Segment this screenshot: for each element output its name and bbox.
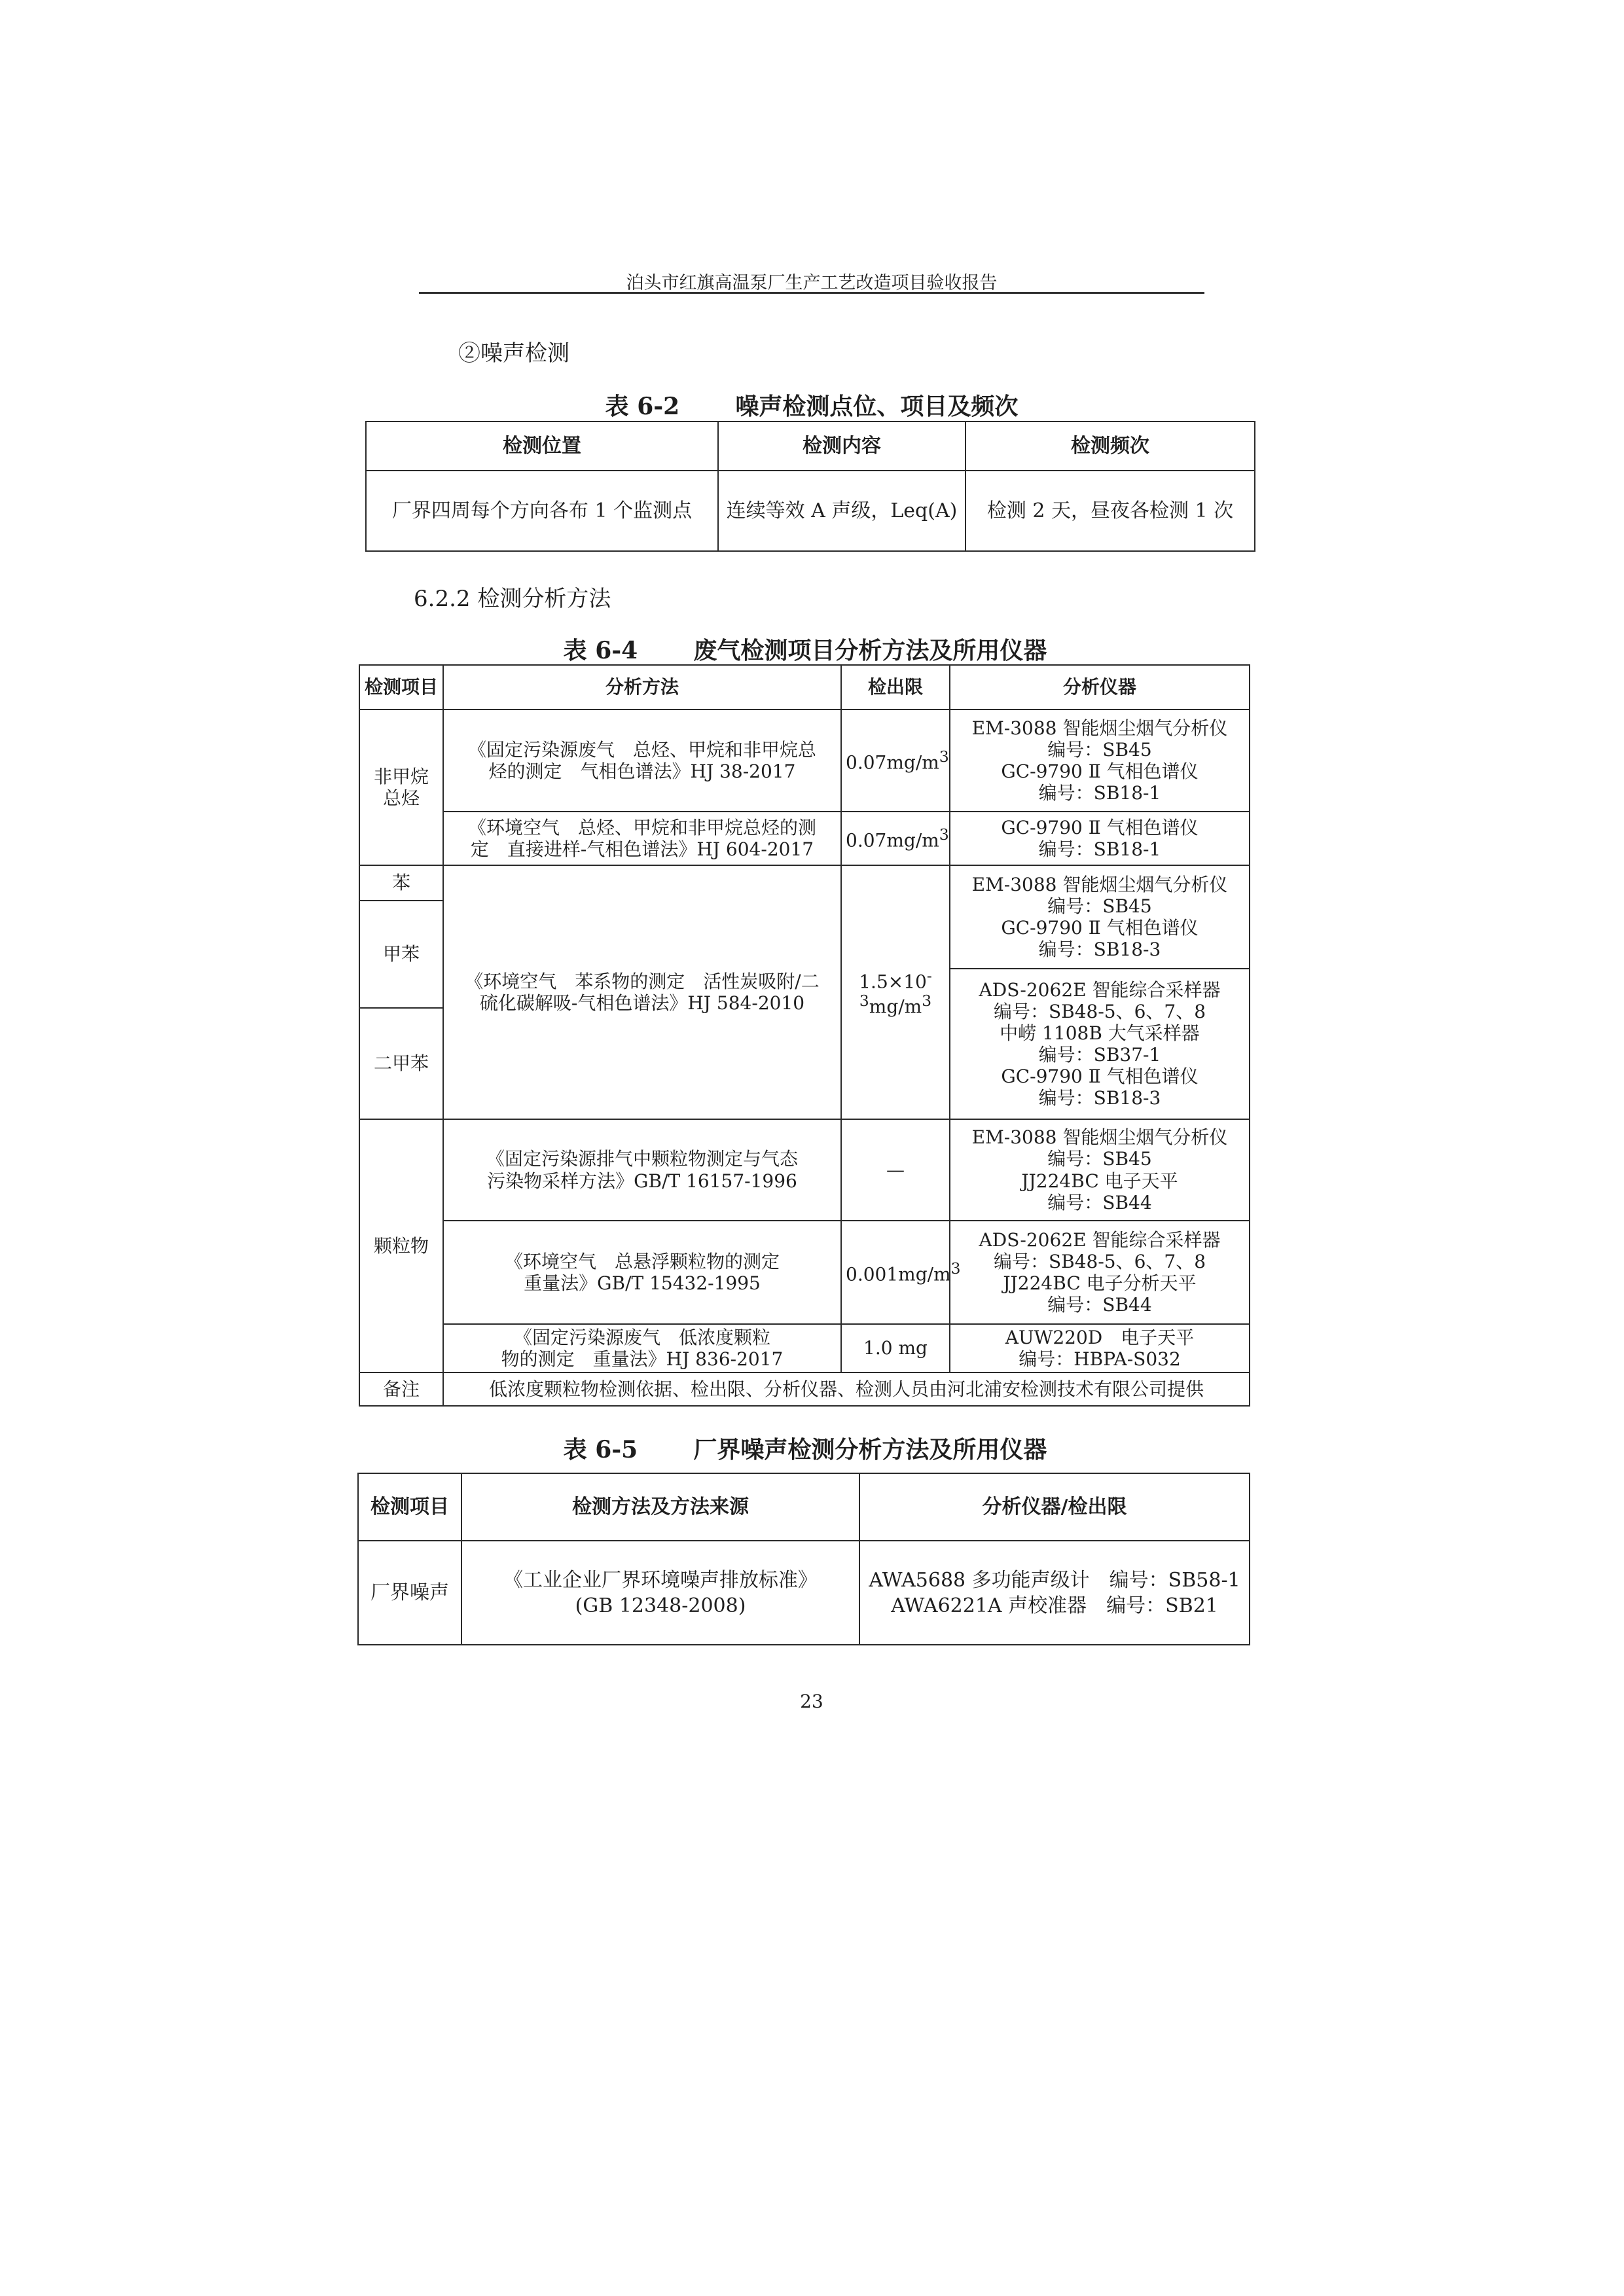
instrument-line: AWA6221A 声校准器 编号：SB21 xyxy=(891,1594,1218,1617)
table-cell: 连续等效 A 声级，Leq(A) xyxy=(718,471,965,551)
method-cell xyxy=(443,1119,841,1221)
item-cell-benzene: 苯 xyxy=(359,865,443,901)
item-cell: 厂界噪声 xyxy=(358,1541,461,1645)
limit-cell: $0.07mg/m^3$ xyxy=(841,709,950,812)
method-line: 硫化碳解吸-气相色谱法》HJ 584-2010 xyxy=(479,992,805,1014)
instrument-line: 中崂 1108B 大气采样器 xyxy=(1000,1022,1200,1044)
limit-cell: — xyxy=(841,1119,950,1221)
table-6-5 xyxy=(357,1473,1250,1645)
instrument-cell xyxy=(950,865,1250,969)
limit-cell: $0.07mg/m^3$ xyxy=(841,812,950,865)
item-cell-particulate: 颗粒物 xyxy=(359,1119,443,1372)
instrument-line: 编号：SB18-1 xyxy=(1038,838,1161,860)
header-cell: 检测方法及方法来源 xyxy=(461,1473,859,1541)
instrument-line: GC-9790 Ⅱ 气相色谱仪 xyxy=(1001,761,1199,782)
note-label: 备注 xyxy=(359,1372,443,1406)
instrument-cell xyxy=(859,1541,1250,1645)
header-cell: 检测项目 xyxy=(358,1473,461,1541)
header-cell: 检测内容 xyxy=(718,422,965,471)
instrument-line: AWA5688 多功能声级计 编号：SB58-1 xyxy=(869,1568,1240,1592)
caption-text: 厂界噪声检测分析方法及所用仪器 xyxy=(693,1436,1047,1463)
table-6-4-caption xyxy=(360,632,1250,666)
header-rule xyxy=(419,292,1204,294)
caption-text: 废气检测项目分析方法及所用仪器 xyxy=(693,637,1047,664)
header-cell: 检测项目 xyxy=(359,665,443,709)
method-line: 《环境空气 总烃、甲烷和非甲烷总烃的测 xyxy=(467,816,816,838)
instrument-line: GC-9790 Ⅱ 气相色谱仪 xyxy=(1001,1066,1199,1088)
table-6-5-caption xyxy=(360,1431,1250,1465)
method-line: (GB 12348-2008) xyxy=(575,1594,746,1617)
table-6-4 xyxy=(359,664,1250,1407)
method-cell xyxy=(443,1221,841,1324)
instrument-line: ADS-2062E 智能综合采样器 xyxy=(979,1229,1221,1251)
instrument-line: JJ224BC 电子分析天平 xyxy=(1003,1272,1197,1294)
method-line: 物的测定 重量法》HJ 836-2017 xyxy=(501,1348,784,1370)
section-6-2-2-title: 6.2.2 检测分析方法 xyxy=(414,586,611,612)
table-6-2-caption xyxy=(367,388,1257,422)
instrument-line: 编号：SB18-3 xyxy=(1038,939,1161,961)
instrument-line: 编号：SB45 xyxy=(1047,738,1152,761)
table-6-2 xyxy=(365,421,1255,552)
method-cell xyxy=(443,865,841,1119)
method-line: 烃的测定 气相色谱法》HJ 38-2017 xyxy=(488,761,796,782)
header-cell: 检测频次 xyxy=(965,422,1255,471)
method-line: 《环境空气 苯系物的测定 活性炭吸附/二 xyxy=(465,970,820,992)
instrument-cell xyxy=(950,1221,1250,1324)
instrument-line: JJ224BC 电子天平 xyxy=(1021,1170,1178,1192)
item-line: 总烃 xyxy=(382,787,420,809)
method-line: 《环境空气 总悬浮颗粒物的测定 xyxy=(504,1250,780,1272)
instrument-cell xyxy=(950,812,1250,865)
caption-number: 表 6-5 xyxy=(563,1436,638,1463)
header-cell: 检出限 xyxy=(841,665,950,709)
instrument-line: GC-9790 Ⅱ 气相色谱仪 xyxy=(1001,917,1199,939)
method-cell xyxy=(443,812,841,865)
instrument-line: AUW220D 电子天平 xyxy=(1005,1326,1195,1348)
instrument-line: 编号：SB48-5、6、7、8 xyxy=(993,1250,1206,1272)
instrument-line: ADS-2062E 智能综合采样器 xyxy=(979,978,1221,1001)
instrument-cell xyxy=(950,1119,1250,1221)
instrument-line: 编号：SB45 xyxy=(1047,895,1152,917)
instrument-line: 编号：HBPA-S032 xyxy=(1019,1348,1181,1370)
method-line: 《固定污染源排气中颗粒物测定与气态 xyxy=(486,1148,798,1170)
item-cell-xylene: 二甲苯 xyxy=(359,1008,443,1119)
header-cell: 分析方法 xyxy=(443,665,841,709)
method-cell xyxy=(443,1324,841,1372)
header-cell: 检测位置 xyxy=(366,422,718,471)
instrument-line: 编号：SB44 xyxy=(1047,1191,1152,1213)
method-line: 《工业企业厂界环境噪声排放标准》 xyxy=(503,1568,818,1592)
instrument-line: 编号：SB45 xyxy=(1047,1148,1152,1170)
limit-cell: 1.0 mg xyxy=(841,1324,950,1372)
header-cell: 分析仪器 xyxy=(950,665,1250,709)
report-header-title: 泊头市红旗高温泵厂生产工艺改造项目验收报告 xyxy=(626,273,998,293)
caption-text: 噪声检测点位、项目及频次 xyxy=(735,393,1019,420)
instrument-line: 编号：SB18-1 xyxy=(1038,782,1161,804)
header-cell: 分析仪器/检出限 xyxy=(859,1473,1250,1541)
method-line: 定 直接进样-气相色谱法》HJ 604-2017 xyxy=(470,838,814,860)
table-cell: 厂界四周每个方向各布 1 个监测点 xyxy=(366,471,718,551)
method-line: 污染物采样方法》GB/T 16157-1996 xyxy=(487,1170,797,1192)
instrument-line: 编号：SB48-5、6、7、8 xyxy=(993,1000,1206,1022)
instrument-cell xyxy=(950,709,1250,812)
method-line: 重量法》GB/T 15432-1995 xyxy=(524,1272,761,1294)
method-line: 《固定污染源废气 总烃、甲烷和非甲烷总 xyxy=(467,738,816,761)
instrument-line: 编号：SB37-1 xyxy=(1038,1044,1161,1066)
caption-number: 表 6-2 xyxy=(605,393,680,420)
instrument-line: EM-3088 智能烟尘烟气分析仪 xyxy=(971,717,1228,739)
method-cell xyxy=(461,1541,859,1645)
instrument-line: 编号：SB18-3 xyxy=(1038,1087,1161,1109)
method-cell xyxy=(443,709,841,812)
table-cell: 检测 2 天，昼夜各检测 1 次 xyxy=(965,471,1255,551)
instrument-line: GC-9790 Ⅱ 气相色谱仪 xyxy=(1001,816,1199,838)
instrument-cell xyxy=(950,1324,1250,1372)
method-line: 《固定污染源废气 低浓度颗粒 xyxy=(513,1326,770,1348)
page-number: 23 xyxy=(800,1691,823,1712)
noise-section-title: ②噪声检测 xyxy=(458,340,569,367)
caption-number: 表 6-4 xyxy=(563,637,638,664)
item-cell-toluene: 甲苯 xyxy=(359,901,443,1008)
instrument-line: EM-3088 智能烟尘烟气分析仪 xyxy=(971,873,1228,895)
item-line: 非甲烷 xyxy=(373,765,429,787)
instrument-line: EM-3088 智能烟尘烟气分析仪 xyxy=(971,1126,1228,1149)
limit-cell: $0.001mg/m^3$ xyxy=(841,1221,950,1324)
item-cell-nmhc xyxy=(359,709,443,865)
instrument-cell xyxy=(950,969,1250,1119)
note-text: 低浓度颗粒物检测依据、检出限、分析仪器、检测人员由河北浦安检测技术有限公司提供 xyxy=(443,1372,1250,1406)
instrument-line: 编号：SB44 xyxy=(1047,1294,1152,1316)
limit-cell: $1.5\times 10^{-3}mg/m^3$ xyxy=(841,865,950,1119)
